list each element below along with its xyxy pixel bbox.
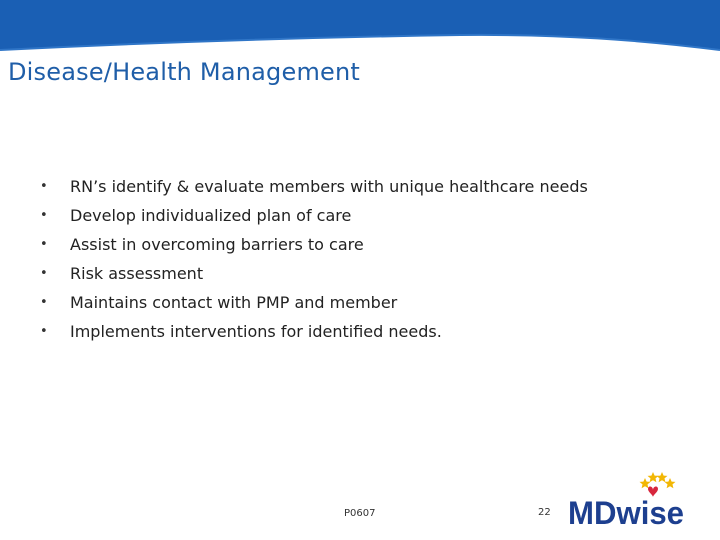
stars-icon bbox=[640, 472, 676, 488]
footer-code: P0607 bbox=[344, 508, 376, 519]
bullet-marker: • bbox=[40, 208, 48, 223]
bullet-marker: • bbox=[40, 179, 48, 194]
bullet-text: Implements interventions for identified needs. bbox=[70, 322, 442, 341]
header-wave-band bbox=[0, 0, 720, 60]
bullet-text: Risk assessment bbox=[70, 264, 204, 283]
bullet-text: Maintains contact with PMP and member bbox=[70, 293, 398, 312]
bullet-text: Develop individualized plan of care bbox=[70, 206, 352, 225]
mdwise-logo bbox=[566, 468, 692, 530]
bullet-text: Assist in overcoming barriers to care bbox=[70, 235, 364, 254]
bullet-marker: • bbox=[40, 266, 48, 281]
logo-text: MDwise bbox=[568, 495, 684, 530]
header-wave-shape bbox=[0, 0, 720, 50]
bullet-marker: • bbox=[40, 237, 48, 252]
bullet-marker: • bbox=[40, 324, 48, 339]
bullet-marker: • bbox=[40, 295, 48, 310]
slide-title: Disease/Health Management bbox=[8, 58, 361, 86]
page-number: 22 bbox=[538, 507, 551, 518]
bullet-text: RN’s identify & evaluate members with unique healthcare needs bbox=[70, 177, 588, 196]
